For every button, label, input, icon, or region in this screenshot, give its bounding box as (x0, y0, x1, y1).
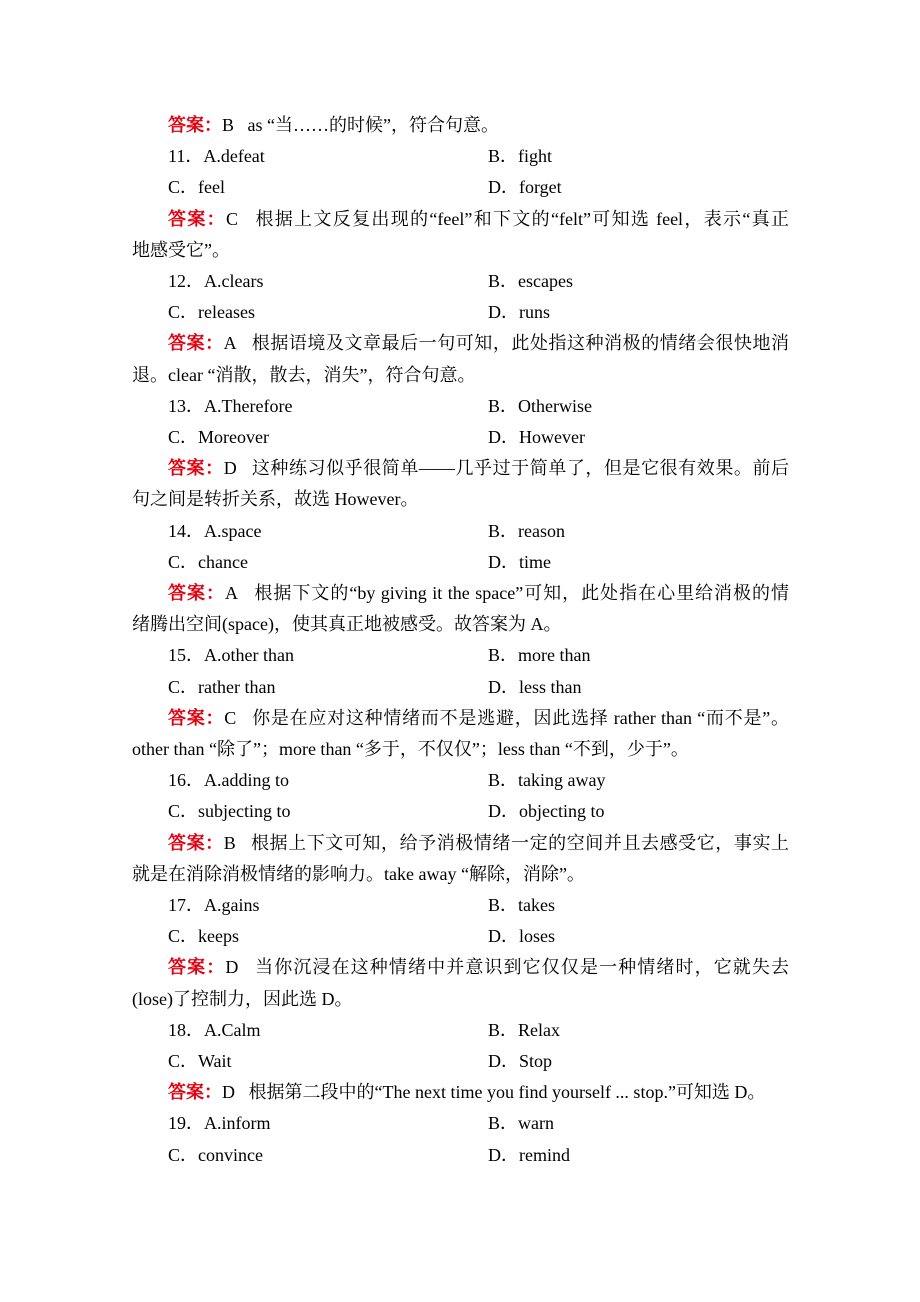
answer-label: 答案： (168, 708, 225, 728)
answer-label: 答案： (168, 833, 224, 853)
answer-line (168, 952, 789, 983)
answer-explanation: 根据语境及文章最后一句可知，此处指这种消极的情绪会很快地消 (251, 333, 790, 353)
answer-line (168, 828, 789, 859)
answer-continuation: 地感受它”。 (132, 240, 230, 260)
answer-line (168, 204, 789, 235)
answer-label: 答案： (168, 957, 226, 977)
option-left: 15．A.other than (168, 645, 294, 665)
option-left: C．subjecting to (168, 801, 291, 821)
option-left: C．releases (168, 302, 255, 322)
spacer (238, 209, 255, 229)
answer-explanation: as “当……的时候”，符合句意。 (247, 115, 499, 135)
option-right: D．objecting to (488, 801, 605, 821)
answer-line (168, 328, 789, 359)
answer-label: 答案： (168, 209, 226, 229)
spacer (236, 833, 251, 853)
option-left: 14．A.space (168, 521, 262, 541)
spacer (234, 115, 248, 135)
answer-explanation: 根据下文的“by giving it the space”可知，此处指在心里给消极的情 (254, 583, 789, 603)
answer-letter: C (224, 708, 237, 728)
answer-line (168, 453, 789, 484)
option-left: 11．A.defeat (168, 146, 265, 166)
answer-continuation: 就是在消除消极情绪的影响力。take away “解除，消除”。 (132, 864, 585, 884)
answer-line (168, 703, 789, 734)
answer-letter: B (222, 115, 235, 135)
option-left: C．Moreover (168, 427, 269, 447)
answer-explanation: 根据第二段中的“The next time you find yourself ... stop.”可知选 D。 (248, 1082, 766, 1102)
option-left: 19．A.inform (168, 1113, 271, 1133)
answer-continuation: 绪腾出空间(space)，使其真正地被感受。故答案为 A。 (132, 614, 562, 634)
spacer (238, 583, 254, 603)
answer-explanation: 根据上下文可知，给予消极情绪一定的空间并且去感受它，事实上 (250, 833, 790, 853)
option-right: D．forget (488, 177, 562, 197)
answer-continuation: (lose)了控制力，因此选 D。 (132, 989, 353, 1009)
answer-letter: B (223, 833, 236, 853)
option-left: 17．A.gains (168, 895, 260, 915)
spacer (237, 333, 252, 353)
spacer (235, 1082, 249, 1102)
answer-letter: A (224, 583, 238, 603)
option-left: C．feel (168, 177, 225, 197)
option-right: B．warn (488, 1113, 554, 1133)
answer-label: 答案： (168, 115, 222, 135)
option-right: D．remind (488, 1145, 570, 1165)
option-right: B．reason (488, 521, 565, 541)
answer-line (168, 110, 499, 141)
answer-letter: D (223, 458, 237, 478)
option-right: D．less than (488, 677, 582, 697)
option-right: D．runs (488, 302, 550, 322)
option-right: B．taking away (488, 770, 606, 790)
answer-continuation: other than “除了”；more than “多于，不仅仅”；less than “不到，少于”。 (132, 739, 689, 759)
option-right: D．time (488, 552, 551, 572)
answer-label: 答案： (168, 458, 224, 478)
option-right: B．Relax (488, 1020, 560, 1040)
option-right: D．Stop (488, 1051, 553, 1071)
option-left: C．rather than (168, 677, 276, 697)
option-left: 16．A.adding to (168, 770, 289, 790)
option-right: D．However (488, 427, 585, 447)
option-right: B．more than (488, 645, 591, 665)
answer-letter: D (222, 1082, 235, 1102)
answer-line (168, 578, 789, 609)
option-right: B．takes (488, 895, 555, 915)
option-right: B．Otherwise (488, 396, 592, 416)
answer-label: 答案： (168, 333, 224, 353)
option-left: 18．A.Calm (168, 1020, 261, 1040)
option-right: D．loses (488, 926, 555, 946)
answer-explanation: 这种练习似乎很简单——几乎过于简单了，但是它很有效果。前后 (251, 458, 790, 478)
answer-continuation: 退。clear “消散，散去，消失”，符合句意。 (132, 365, 476, 385)
option-right: B．escapes (488, 271, 573, 291)
option-left: 12．A.clears (168, 271, 264, 291)
answer-continuation: 句之间是转折关系，故选 However。 (132, 489, 419, 509)
option-right: B．fight (488, 146, 553, 166)
option-left: C．Wait (168, 1051, 232, 1071)
spacer (237, 458, 252, 478)
answer-explanation: 你是在应对这种情绪而不是逃避，因此选择 rather than “而不是”。 (252, 708, 790, 728)
answer-explanation: 当你沉浸在这种情绪中并意识到它仅仅是一种情绪时，它就失去 (255, 957, 790, 977)
option-left: C．keeps (168, 926, 239, 946)
option-left: 13．A.Therefore (168, 396, 293, 416)
option-left: C．chance (168, 552, 248, 572)
option-left: C．convince (168, 1145, 263, 1165)
answer-letter: C (225, 209, 238, 229)
spacer (238, 957, 255, 977)
answer-label: 答案： (168, 583, 225, 603)
answer-letter: D (225, 957, 239, 977)
answer-line (168, 1077, 765, 1108)
answer-label: 答案： (168, 1082, 222, 1102)
spacer (236, 708, 252, 728)
answer-letter: A (223, 333, 237, 353)
answer-explanation: 根据上文反复出现的“feel”和下文的“felt”可知选 feel，表示“真正 (255, 209, 790, 229)
